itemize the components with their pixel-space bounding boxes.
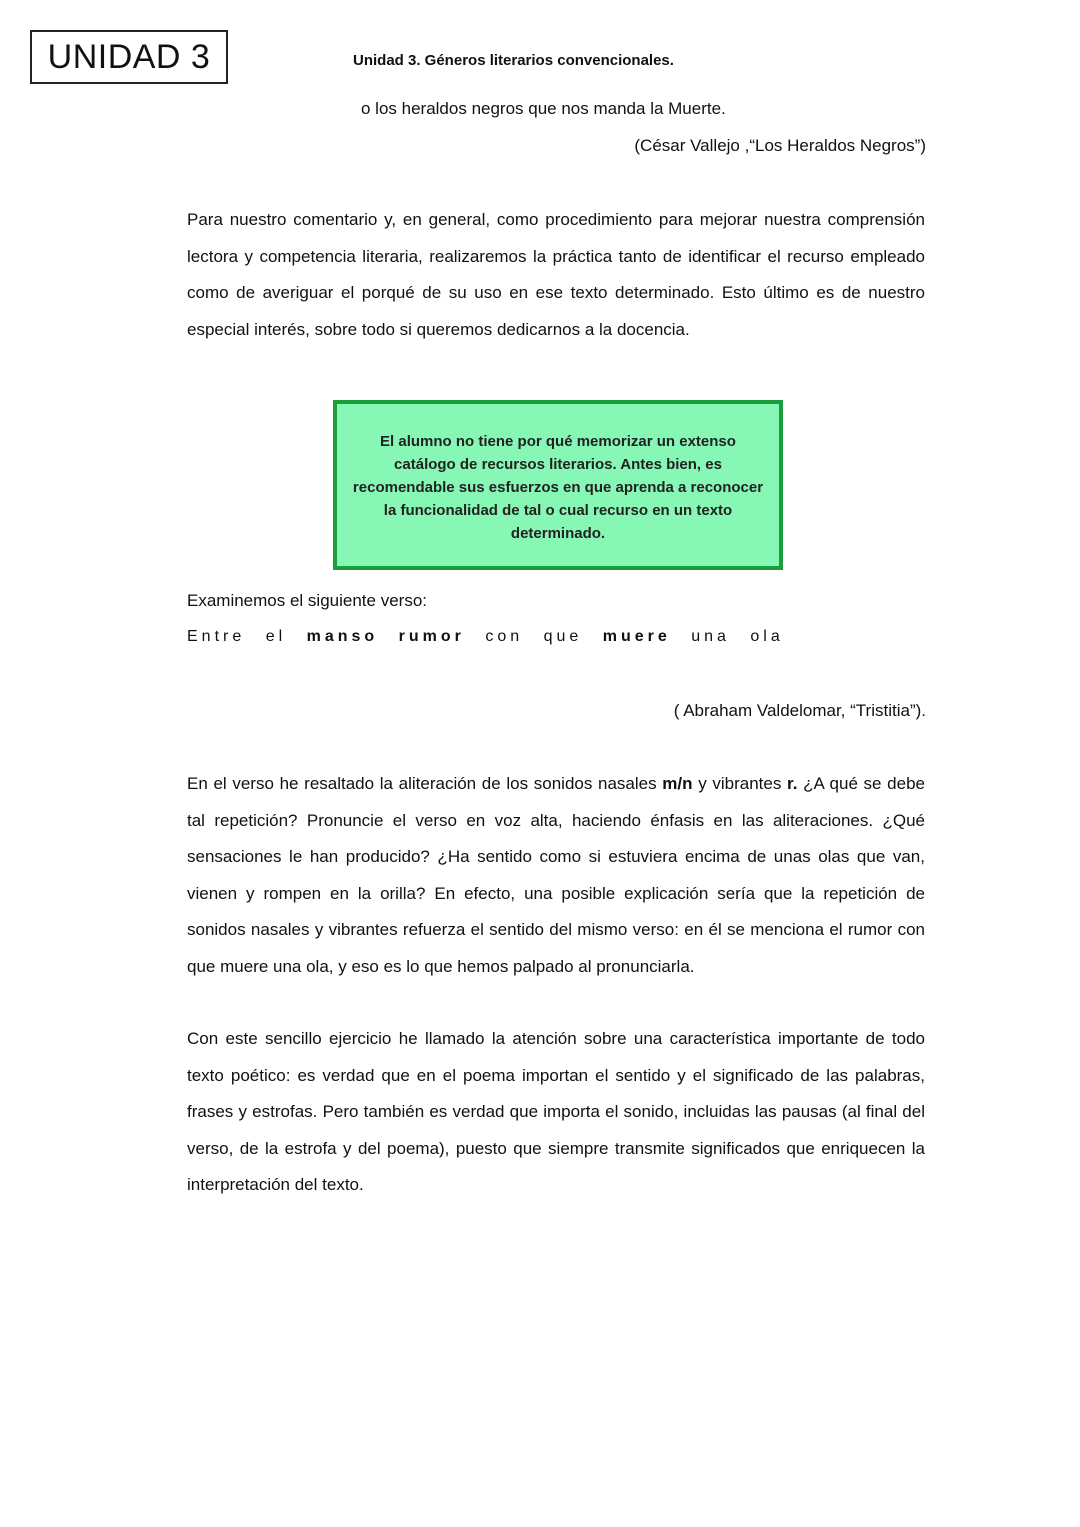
verse-word: con [485, 628, 524, 645]
paragraph-text: En el verso he resaltado la aliteración de los sonidos nasales [187, 774, 663, 793]
example-verse [187, 628, 800, 646]
paragraph-poetic-sound: Con este sencillo ejercicio he llamado la atención sobre una característica importante de todo texto poético: es verdad que en el poema importan el sentido y el significado de las palabras, frases y estrofas. Pero también es verdad que importa el sonido, incluidas las pausas (al final del verso, de la estrofa y del poema), puesto que siempre transmite significados que enriquecen la interpretación del texto. [187, 1029, 925, 1195]
verse-attribution: ( Abraham Valdelomar, “Tristitia”). [673, 701, 926, 720]
highlighted-note-text: El alumno no tiene por qué memorizar un extenso catálogo de recursos literarios. Antes bien, es recomendable sus esfuerzos en que aprenda a reconocer la funcionalidad de tal o cual recurso en un texto determinado. [352, 433, 764, 542]
verse-word: que [543, 628, 583, 645]
verse-word: una [691, 628, 730, 645]
verse-word-highlighted: manso [306, 628, 379, 645]
verse-word: Entre [187, 628, 246, 645]
bold-term-nasals: m/n [662, 774, 693, 793]
paragraph-text: ¿A qué se debe tal repetición? Pronuncie el verso en voz alta, haciendo énfasis en las aliteraciones. ¿Qué sensaciones le han producido? ¿Ha sentido como si estuviera encima de unas olas que van, vienen y rompen en la orilla? En efecto, una posible explicación sería que la repetición de sonidos nasales y vibrantes refuerza el sentido del mismo verso: en él se menciona el rumor con que muere una ola, y eso es lo que hemos palpado al pronunciarla. [187, 774, 925, 976]
opening-quote-attribution: (César Vallejo ,“Los Heraldos Negros”) [634, 136, 926, 155]
verse-word-highlighted: rumor [398, 628, 465, 645]
verse-intro: Examinemos el siguiente verso: [187, 591, 428, 610]
verse-word: ola [750, 628, 784, 645]
page-header-title: Unidad 3. Géneros literarios convencionales. [353, 52, 674, 69]
verse-word-highlighted: muere [602, 628, 671, 645]
paragraph-text: y vibrantes [692, 774, 788, 793]
paragraph-alliteration-explanation [187, 766, 925, 986]
bold-term-vibrants: r. [787, 774, 798, 793]
unit-label: UNIDAD 3 [47, 37, 211, 76]
verse-word: el [265, 628, 287, 645]
opening-quote-line: o los heraldos negros que nos manda la Muerte. [361, 99, 726, 118]
paragraph-commentary-method: Para nuestro comentario y, en general, como procedimiento para mejorar nuestra comprensión lectora y competencia literaria, realizaremos la práctica tanto de identificar el recurso empleado como de averiguar el porqué de su uso en ese texto determinado. Esto último es de nuestro especial interés, sobre todo si queremos dedicarnos a la docencia. [187, 210, 925, 339]
unit-label-box [30, 30, 228, 84]
highlighted-note-box [333, 400, 783, 570]
